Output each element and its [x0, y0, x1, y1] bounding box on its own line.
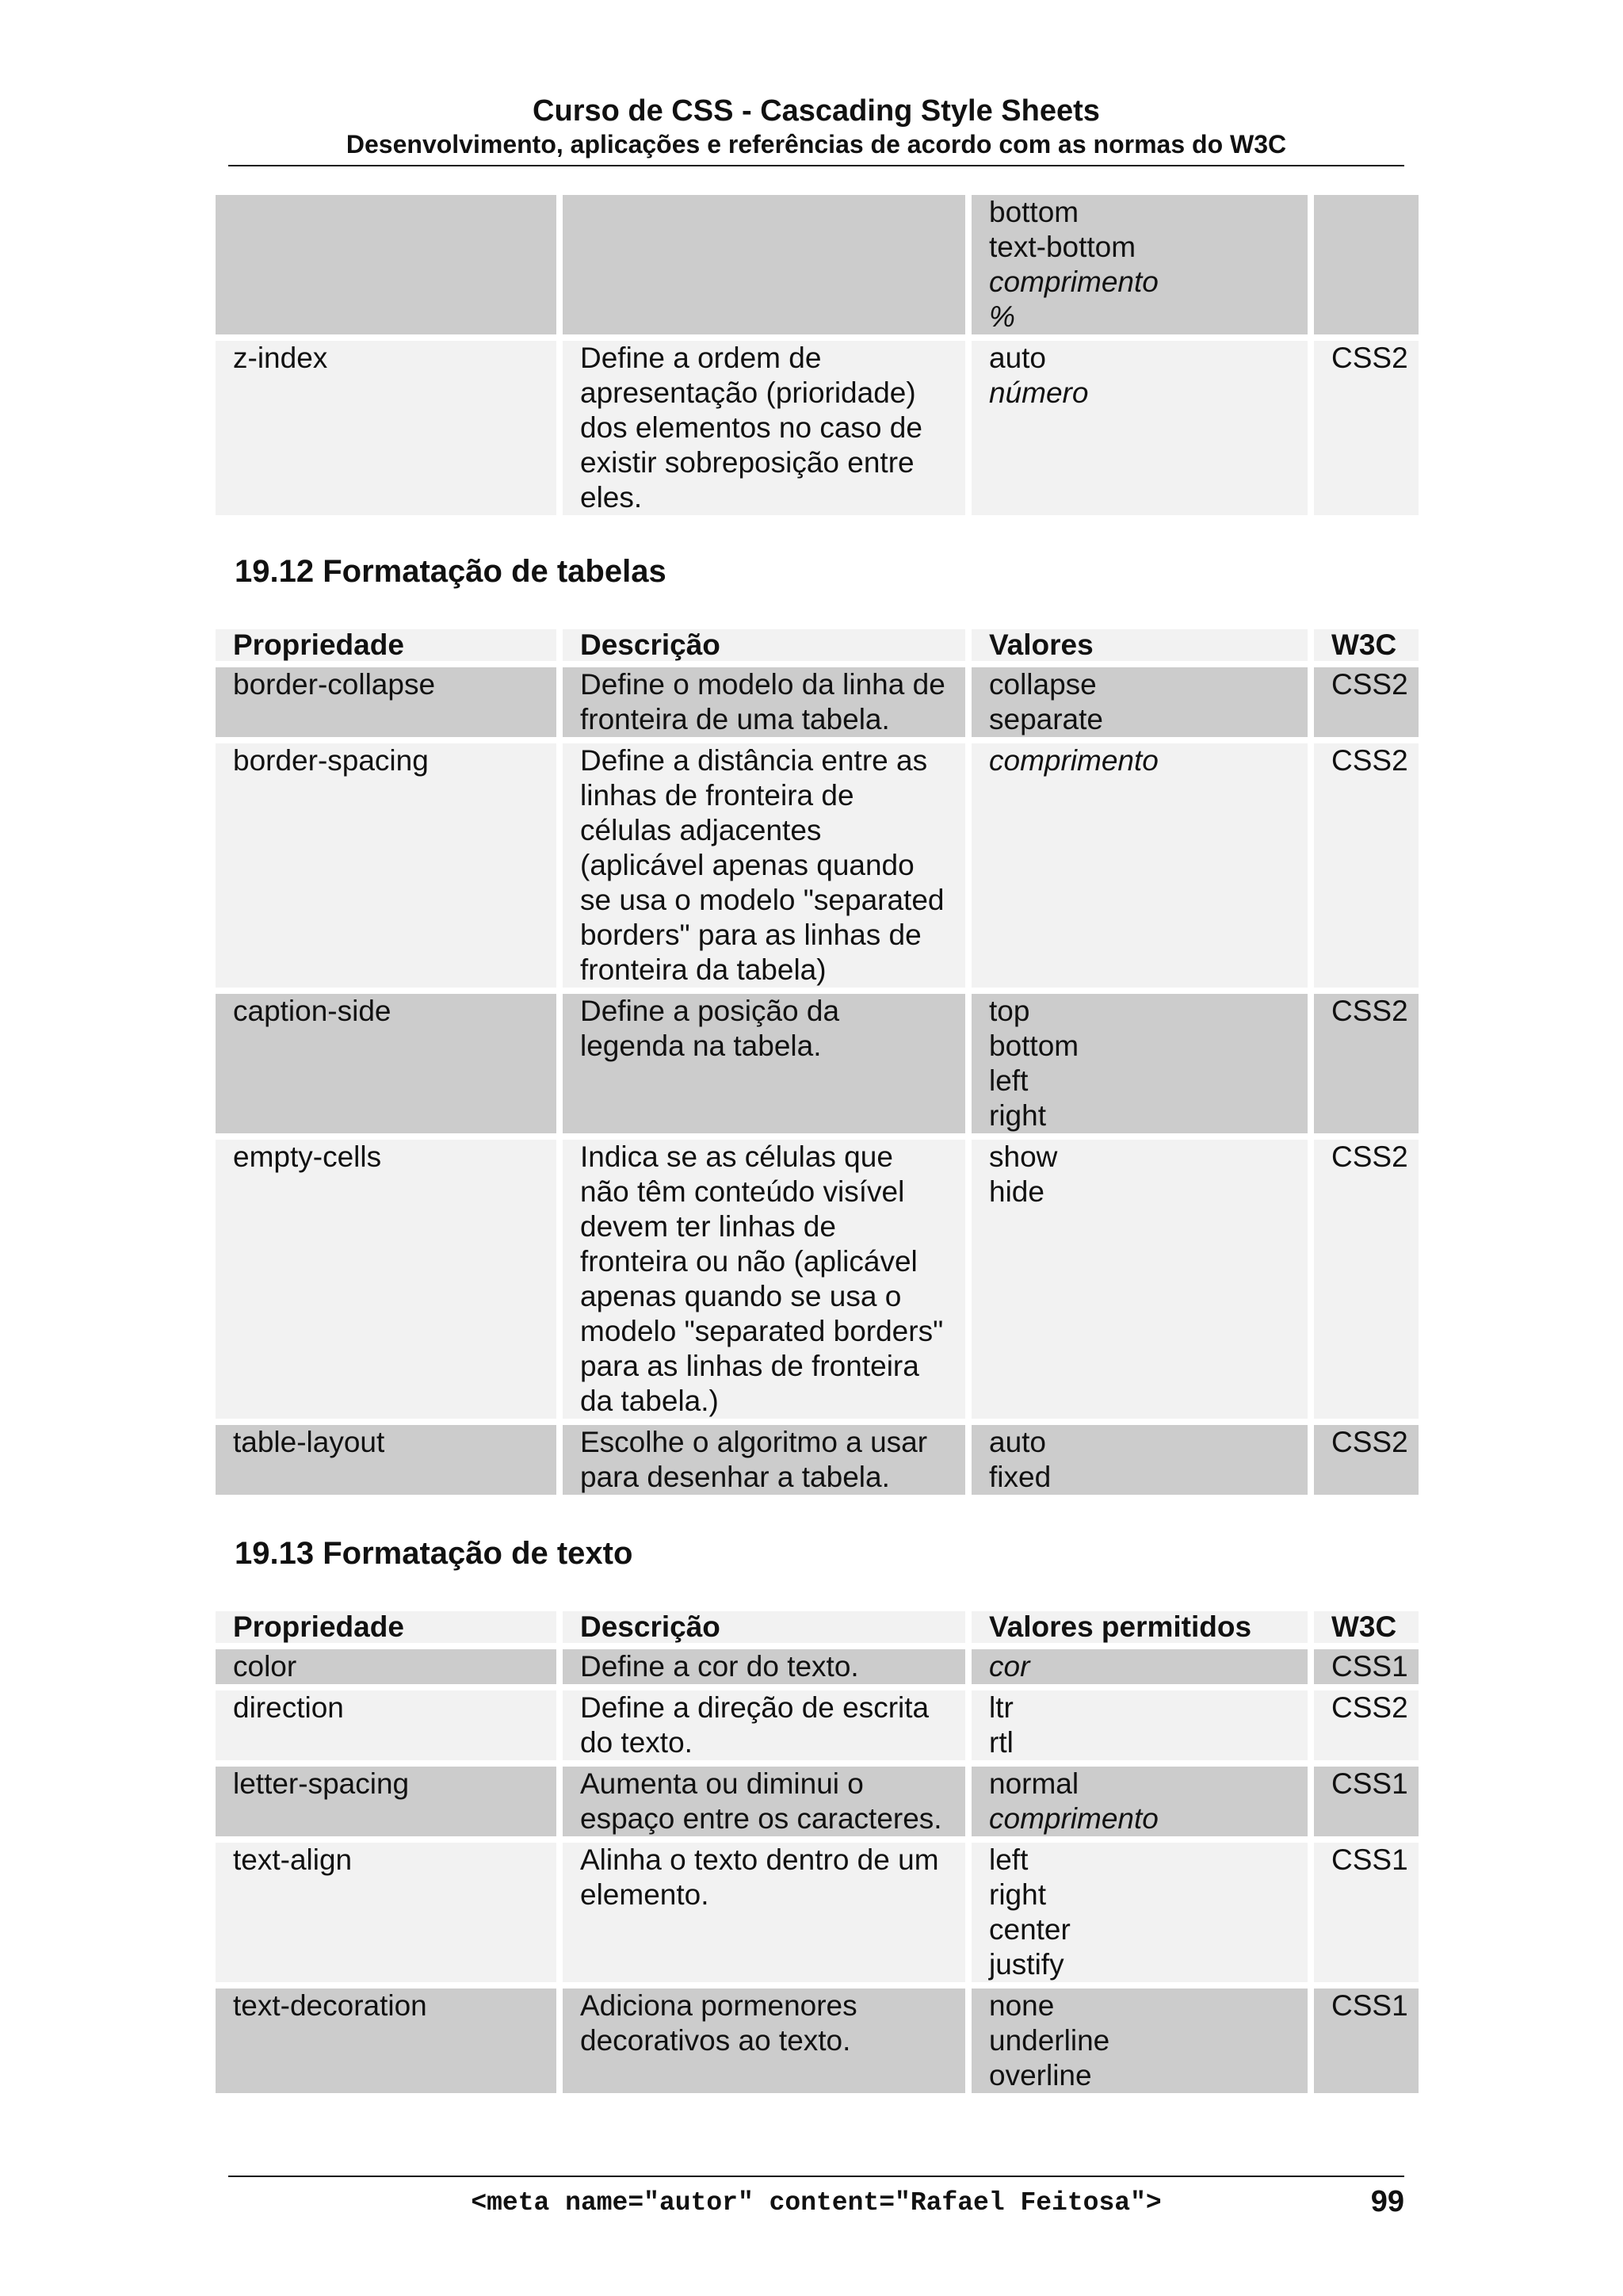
cell-description: [563, 195, 965, 334]
description-line: apresentação (prioridade): [580, 376, 916, 409]
cell-w3c: CSS2: [1314, 1425, 1419, 1495]
description-line: elemento.: [580, 1878, 709, 1911]
cell-values: [972, 743, 1308, 988]
header-description: Descrição: [563, 1611, 965, 1643]
footer-meta: <meta name="autor" content="Rafael Feitosa">: [471, 2188, 1162, 2218]
table-row: [216, 1988, 1419, 2093]
description-line: Define a cor do texto.: [580, 1650, 859, 1683]
section-title-tables: 19.12 Formatação de tabelas: [235, 554, 666, 589]
table-row: [216, 1140, 1419, 1419]
description-line: células adjacentes: [580, 814, 822, 846]
cell-values: [972, 1649, 1308, 1684]
cell-description: [563, 1649, 965, 1684]
value-item: comprimento: [989, 1802, 1159, 1835]
value-item: left: [989, 1843, 1029, 1876]
value-item: comprimento: [989, 744, 1159, 777]
cell-description: [563, 743, 965, 988]
table-header-row: [216, 629, 1419, 661]
cell-description: [563, 1988, 965, 2093]
value-item: comprimento: [989, 266, 1159, 298]
value-item: text-bottom: [989, 231, 1136, 263]
cell-description: [563, 1140, 965, 1419]
value-item: bottom: [989, 1030, 1079, 1062]
cell-values: [972, 667, 1308, 737]
cell-w3c: CSS1: [1314, 1767, 1419, 1836]
cell-values: [972, 1843, 1308, 1982]
cell-values: [972, 195, 1308, 334]
header-property: Propriedade: [216, 629, 556, 661]
description-line: para desenhar a tabela.: [580, 1461, 890, 1493]
description-line: modelo "separated borders": [580, 1315, 944, 1347]
table-row: [216, 994, 1419, 1133]
section-title-text: 19.13 Formatação de texto: [235, 1536, 633, 1571]
value-item: rtl: [989, 1726, 1014, 1759]
header-property: Propriedade: [216, 1611, 556, 1643]
cell-property: color: [216, 1649, 556, 1684]
cell-description: [563, 1690, 965, 1760]
value-item: none: [989, 1989, 1055, 2022]
value-item: underline: [989, 2024, 1110, 2057]
cell-values: [972, 1425, 1308, 1495]
table-table-formatting: [216, 629, 1419, 1495]
description-line: legenda na tabela.: [580, 1030, 822, 1062]
cell-values: [972, 341, 1308, 515]
value-item: hide: [989, 1175, 1044, 1208]
table-row: [216, 195, 1419, 334]
table-row: [216, 667, 1419, 737]
description-line: Alinha o texto dentro de um: [580, 1843, 939, 1876]
value-item: número: [989, 376, 1089, 409]
footer-rule: [228, 2176, 1404, 2177]
table-row: [216, 1843, 1419, 1982]
cell-w3c: CSS1: [1314, 1843, 1419, 1982]
table-positioning-continued: [216, 195, 1419, 515]
cell-description: [563, 1843, 965, 1982]
description-line: Define a posição da: [580, 995, 840, 1027]
header-values: Valores: [972, 629, 1308, 661]
value-item: top: [989, 995, 1030, 1027]
cell-property: empty-cells: [216, 1140, 556, 1419]
cell-w3c: CSS1: [1314, 1649, 1419, 1684]
description-line: dos elementos no caso de: [580, 411, 922, 444]
cell-w3c: CSS2: [1314, 994, 1419, 1133]
cell-w3c: [1314, 195, 1419, 334]
header-description: Descrição: [563, 629, 965, 661]
cell-property: letter-spacing: [216, 1767, 556, 1836]
cell-description: [563, 1425, 965, 1495]
description-line: Adiciona pormenores: [580, 1989, 857, 2022]
header-w3c: W3C: [1314, 1611, 1419, 1643]
value-item: center: [989, 1913, 1071, 1946]
value-item: show: [989, 1140, 1058, 1173]
value-item: separate: [989, 703, 1103, 735]
cell-values: [972, 1140, 1308, 1419]
cell-w3c: CSS2: [1314, 743, 1419, 988]
cell-w3c: CSS1: [1314, 1988, 1419, 2093]
description-line: Indica se as células que: [580, 1140, 893, 1173]
cell-property: z-index: [216, 341, 556, 515]
cell-property: border-collapse: [216, 667, 556, 737]
header-values: Valores permitidos: [972, 1611, 1308, 1643]
cell-w3c: CSS2: [1314, 667, 1419, 737]
cell-property: text-align: [216, 1843, 556, 1982]
value-item: collapse: [989, 668, 1097, 701]
page-header: [228, 94, 1404, 160]
value-item: %: [989, 300, 1015, 333]
cell-values: [972, 994, 1308, 1133]
cell-property: direction: [216, 1690, 556, 1760]
table-row: [216, 341, 1419, 515]
value-item: right: [989, 1099, 1046, 1132]
value-item: right: [989, 1878, 1046, 1911]
description-line: fronteira de uma tabela.: [580, 703, 890, 735]
description-line: devem ter linhas de: [580, 1210, 836, 1243]
table-row: [216, 1425, 1419, 1495]
cell-w3c: CSS2: [1314, 341, 1419, 515]
table-row: [216, 1649, 1419, 1684]
cell-property: [216, 195, 556, 334]
description-line: decorativos ao texto.: [580, 2024, 851, 2057]
table-row: [216, 1690, 1419, 1760]
cell-property: border-spacing: [216, 743, 556, 988]
header-rule: [228, 165, 1404, 166]
table-header-row: [216, 1611, 1419, 1643]
header-subtitle: Desenvolvimento, aplicações e referências de acordo com as normas do W3C: [346, 130, 1287, 159]
description-line: Aumenta ou diminui o: [580, 1767, 864, 1800]
description-line: apenas quando se usa o: [580, 1280, 902, 1312]
value-item: fixed: [989, 1461, 1052, 1493]
cell-description: [563, 341, 965, 515]
cell-w3c: CSS2: [1314, 1690, 1419, 1760]
description-line: Define a ordem de: [580, 342, 822, 374]
cell-description: [563, 1767, 965, 1836]
table-row: [216, 1767, 1419, 1836]
description-line: borders" para as linhas de: [580, 919, 922, 951]
value-item: overline: [989, 2059, 1092, 2092]
value-item: left: [989, 1064, 1029, 1097]
description-line: fronteira ou não (aplicável: [580, 1245, 918, 1278]
table-row: [216, 743, 1419, 988]
description-line: da tabela.): [580, 1385, 719, 1417]
description-line: do texto.: [580, 1726, 693, 1759]
description-line: espaço entre os caracteres.: [580, 1802, 942, 1835]
cell-description: [563, 667, 965, 737]
description-line: Define o modelo da linha de: [580, 668, 945, 701]
description-line: fronteira da tabela): [580, 953, 827, 986]
cell-values: [972, 1988, 1308, 2093]
value-item: ltr: [989, 1691, 1014, 1724]
description-line: Define a direção de escrita: [580, 1691, 930, 1724]
description-line: existir sobreposição entre: [580, 446, 915, 479]
value-item: normal: [989, 1767, 1079, 1800]
description-line: eles.: [580, 481, 643, 514]
description-line: não têm conteúdo visível: [580, 1175, 905, 1208]
page-number: 99: [1370, 2185, 1404, 2218]
description-line: (aplicável apenas quando: [580, 849, 915, 881]
description-line: para as linhas de fronteira: [580, 1350, 919, 1382]
header-title: Curso de CSS - Cascading Style Sheets: [533, 94, 1100, 128]
value-item: justify: [989, 1948, 1064, 1981]
cell-values: [972, 1767, 1308, 1836]
value-item: auto: [989, 342, 1047, 374]
cell-property: table-layout: [216, 1425, 556, 1495]
cell-property: text-decoration: [216, 1988, 556, 2093]
description-line: linhas de fronteira de: [580, 779, 854, 812]
description-line: Define a distância entre as: [580, 744, 928, 777]
table-text-formatting: [216, 1611, 1419, 2093]
cell-values: [972, 1690, 1308, 1760]
cell-property: caption-side: [216, 994, 556, 1133]
header-w3c: W3C: [1314, 629, 1419, 661]
cell-description: [563, 994, 965, 1133]
description-line: se usa o modelo "separated: [580, 884, 945, 916]
cell-w3c: CSS2: [1314, 1140, 1419, 1419]
value-item: auto: [989, 1426, 1047, 1458]
value-item: bottom: [989, 196, 1079, 228]
description-line: Escolhe o algoritmo a usar: [580, 1426, 928, 1458]
value-item: cor: [989, 1650, 1030, 1683]
